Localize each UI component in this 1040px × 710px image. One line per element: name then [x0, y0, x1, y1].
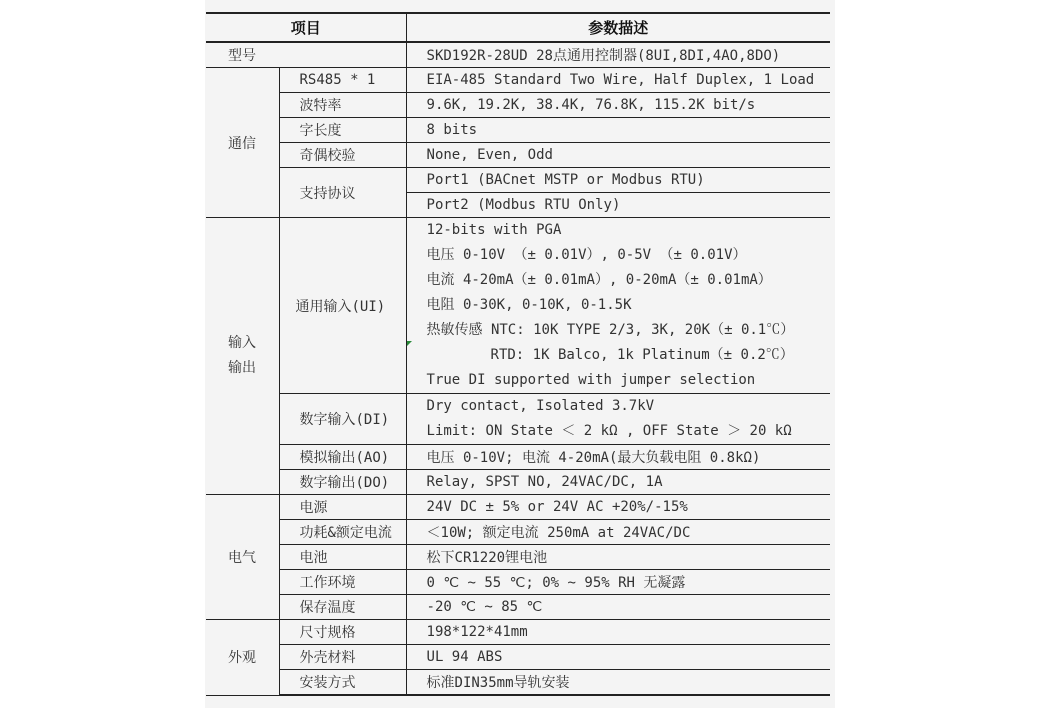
material-label: 外壳材料: [279, 645, 406, 670]
di-value: [406, 394, 830, 445]
header-description: 参数描述: [406, 13, 830, 42]
wordlen-label: 字长度: [279, 118, 406, 143]
table-row: [206, 670, 830, 696]
ui-value: [406, 218, 830, 394]
model-label: 型号: [206, 42, 406, 68]
table-row: [206, 645, 830, 670]
ui-line: 电阻 0-30K, 0-10K, 0-1.5K: [426, 297, 632, 313]
consumption-label: 功耗&额定电流: [279, 520, 406, 545]
table-row: [206, 470, 830, 495]
storage-value: -20 ℃ ~ 85 ℃: [406, 595, 830, 620]
table-row: [206, 143, 830, 168]
size-value: 198*122*41mm: [406, 620, 830, 645]
do-label: 数字输出(DO): [279, 470, 406, 495]
env-value: 0 ℃ ~ 55 ℃; 0% ~ 95% RH 无凝露: [406, 570, 830, 595]
header-item: 项目: [206, 13, 406, 42]
consumption-value: ＜10W; 额定电流 250mA at 24VAC/DC: [406, 520, 830, 545]
table-row: [206, 168, 830, 193]
size-label: 尺寸规格: [279, 620, 406, 645]
ui-line: True DI supported with jumper selection: [426, 372, 756, 388]
table-row: [206, 42, 830, 68]
power-label: 电源: [279, 495, 406, 520]
table-row: [206, 620, 830, 645]
table-row: [206, 394, 830, 445]
category-io-line1: 输入: [228, 335, 256, 351]
ao-label: 模拟输出(AO): [279, 445, 406, 470]
di-line: Limit: ON State ＜ 2 kΩ , OFF State ＞ 20 kΩ: [426, 423, 792, 439]
di-line: Dry contact, Isolated 3.7kV: [426, 398, 655, 414]
table-header-row: [206, 13, 830, 42]
ui-line: 热敏传感 NTC: 10K TYPE 2/3, 3K, 20K（± 0.1℃）: [426, 322, 795, 338]
power-value: 24V DC ± 5% or 24V AC +20%/-15%: [406, 495, 830, 520]
baud-value: 9.6K, 19.2K, 38.4K, 76.8K, 115.2K bit/s: [406, 93, 830, 118]
table-row: [206, 520, 830, 545]
protocol-port1: Port1 (BACnet MSTP or Modbus RTU): [406, 168, 830, 193]
model-value: SKD192R-28UD 28点通用控制器(8UI,8DI,4AO,8DO): [406, 42, 830, 68]
ui-label: 通用输入(UI): [279, 218, 406, 394]
material-value: UL 94 ABS: [406, 645, 830, 670]
rs485-value: EIA-485 Standard Two Wire, Half Duplex, 1 Load: [406, 68, 830, 93]
mount-value: 标准DIN35mm导轨安装: [406, 670, 830, 696]
category-comm: 通信: [206, 68, 279, 218]
protocol-port2: Port2 (Modbus RTU Only): [406, 193, 830, 218]
table-row: [206, 595, 830, 620]
category-appearance: 外观: [206, 620, 279, 696]
category-elec: 电气: [206, 495, 279, 620]
cell-comment-marker-icon: [407, 341, 412, 346]
category-io: [206, 218, 279, 495]
storage-label: 保存温度: [279, 595, 406, 620]
table-row: [206, 118, 830, 143]
ui-line: 12-bits with PGA: [426, 222, 562, 238]
di-label: 数字输入(DI): [279, 394, 406, 445]
table-row: [206, 570, 830, 595]
parity-value: None, Even, Odd: [406, 143, 830, 168]
mount-label: 安装方式: [279, 670, 406, 696]
table-row: [206, 68, 830, 93]
parity-label: 奇偶校验: [279, 143, 406, 168]
baud-label: 波特率: [279, 93, 406, 118]
do-value: Relay, SPST NO, 24VAC/DC, 1A: [406, 470, 830, 495]
table-row: [206, 445, 830, 470]
table-row: [206, 218, 830, 394]
battery-label: 电池: [279, 545, 406, 570]
ao-value: 电压 0-10V; 电流 4-20mA(最大负载电阻 0.8kΩ): [406, 445, 830, 470]
battery-value: 松下CR1220锂电池: [406, 545, 830, 570]
rs485-label: RS485 * 1: [279, 68, 406, 93]
ui-line: RTD: 1K Balco, 1k Platinum（± 0.2℃）: [490, 347, 794, 363]
protocol-label: 支持协议: [279, 168, 406, 218]
env-label: 工作环境: [279, 570, 406, 595]
wordlen-value: 8 bits: [406, 118, 830, 143]
category-io-line2: 输出: [228, 360, 256, 376]
ui-line: 电压 0-10V （± 0.01V）, 0-5V （± 0.01V）: [426, 247, 747, 263]
spec-table: [206, 12, 830, 696]
table-row: [206, 495, 830, 520]
ui-line: 电流 4-20mA（± 0.01mA）, 0-20mA（± 0.01mA）: [426, 272, 772, 288]
table-row: [206, 93, 830, 118]
table-row: [206, 545, 830, 570]
